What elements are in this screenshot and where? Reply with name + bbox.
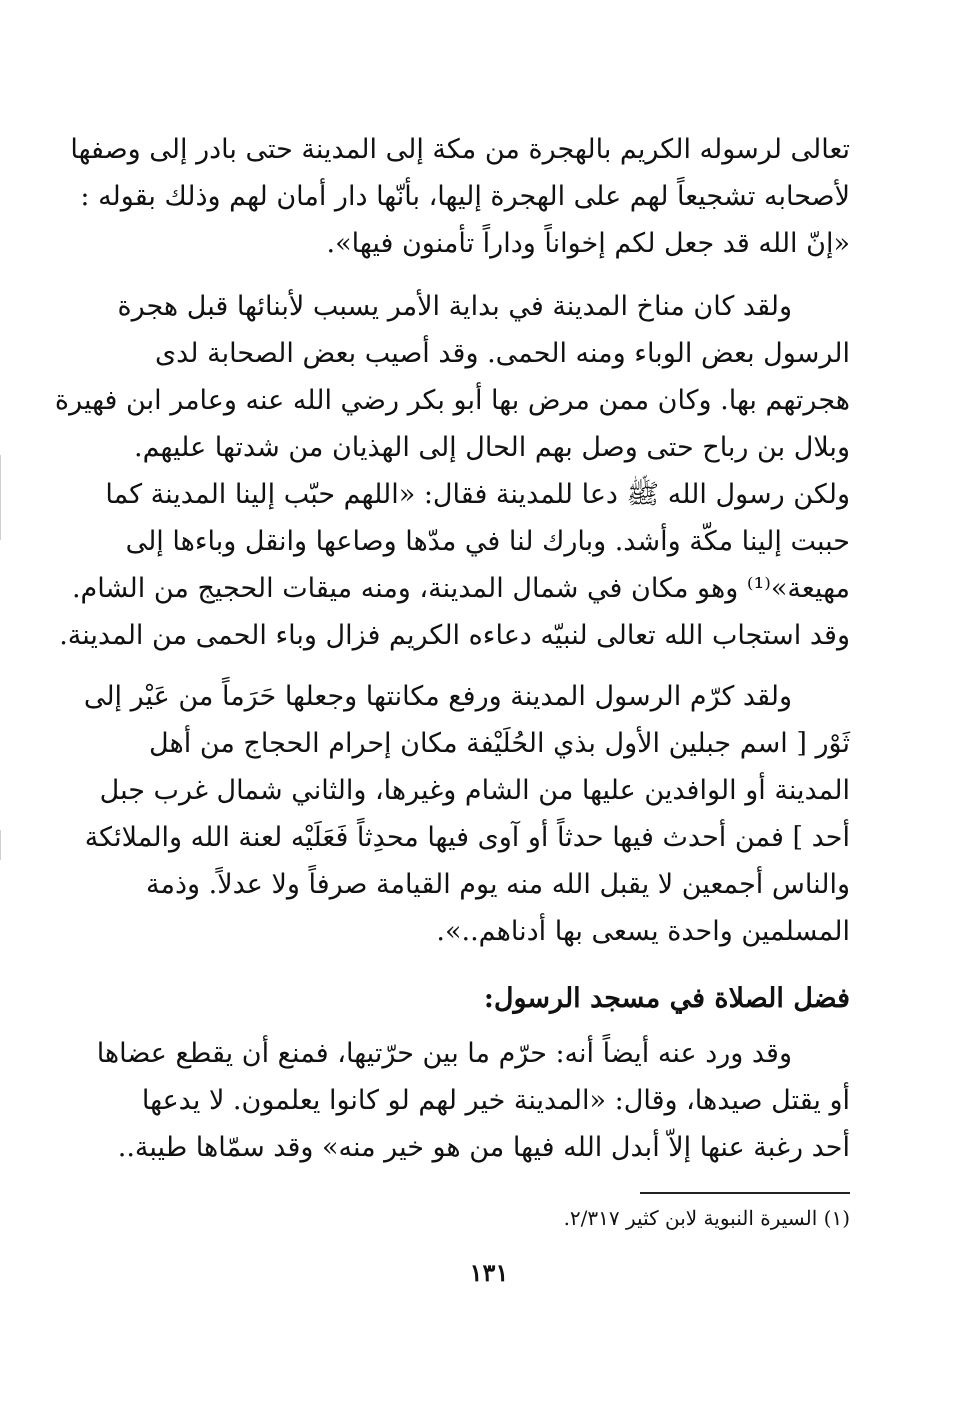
text-line: ثَوْر [ اسم جبلين الأول بذي الحُلَيْفة مكان إحرام الحجاج من أهل (149, 728, 850, 759)
paragraph (83, 673, 850, 955)
text-line: الرسول بعض الوباء ومنه الحمى. وقد أصيب بعض الصحابة لدى (155, 338, 850, 369)
text-line: المسلمين واحدة يسعى بها أدناهم..». (436, 916, 850, 947)
text-line: وبلال بن رباح حتى وصل بهم الحال إلى الهذيان من شدتها عليهم. (134, 432, 850, 463)
text-line: ولقد كرّم الرسول المدينة ورفع مكانتها وجعلها حَرَماً من عَيْر إلى (83, 681, 792, 712)
text-line: ولكن رسول الله ﷺ دعا للمدينة فقال: «اللهم حبّب إلينا المدينة كما (105, 479, 850, 510)
text-line: أحد رغبة عنها إلاّ أبدل الله فيها من هو خير منه» وقد سمّاها طيبة.. (117, 1132, 850, 1163)
paragraph (96, 1030, 850, 1171)
scan-edge-mark (0, 830, 1, 860)
paragraph (54, 283, 850, 659)
text-line: «إنّ الله قد جعل لكم إخواناً وداراً تأمنون فيها». (326, 228, 850, 259)
text-line: ولقد كان مناخ المدينة في بداية الأمر يسبب لأبنائها قبل هجرة (117, 291, 792, 322)
section-heading: فضل الصلاة في مسجد الرسول: (483, 983, 850, 1014)
text-line: حببت إلينا مكّة وأشد. وبارك لنا في مدّها وصاعها وانقل وباءها إلى (125, 526, 850, 557)
paragraph (70, 126, 850, 267)
text-line: تعالى لرسوله الكريم بالهجرة من مكة إلى المدينة حتى بادر إلى وصفها (70, 134, 850, 165)
footnote-divider (640, 1192, 850, 1194)
text-line: أو يقتل صيدها، وقال: «المدينة خير لهم لو كانوا يعلمون. لا يدعها (141, 1085, 850, 1116)
text-line: هجرتهم بها. وكان ممن مرض بها أبو بكر رضي الله عنه وعامر ابن فهيرة (54, 385, 850, 416)
text-line: مهيعة»⁽¹⁾ وهو مكان في شمال المدينة، ومنه ميقات الحجيج من الشام. (71, 573, 850, 604)
text-line: لأصحابه تشجيعاً لهم على الهجرة إليها، بأنّها دار أمان لهم وذلك بقوله : (80, 181, 850, 212)
footnote: (١) السيرة النبوية لابن كثير ٢/٣١٧. (563, 1206, 850, 1230)
page-number: ١٣١ (469, 1258, 509, 1287)
text-line: المدينة أو الوافدين عليها من الشام وغيرها، والثاني شمال غرب جبل (99, 775, 850, 806)
text-line: والناس أجمعين لا يقبل الله منه يوم القيامة صرفاً ولا عدلاً. وذمة (146, 869, 850, 900)
text-line: وقد ورد عنه أيضاً أنه: حرّم ما بين حرّتيها، فمنع أن يقطع عضاها (96, 1038, 792, 1069)
text-line: وقد استجاب الله تعالى لنبيّه دعاءه الكريم فزال وباء الحمى من المدينة. (59, 620, 850, 651)
scan-edge-mark (0, 455, 1, 540)
text-line: أحد ] فمن أحدث فيها حدثاً أو آوى فيها محدِثاً فَعَلَيْه لعنة الله والملائكة (84, 822, 850, 853)
